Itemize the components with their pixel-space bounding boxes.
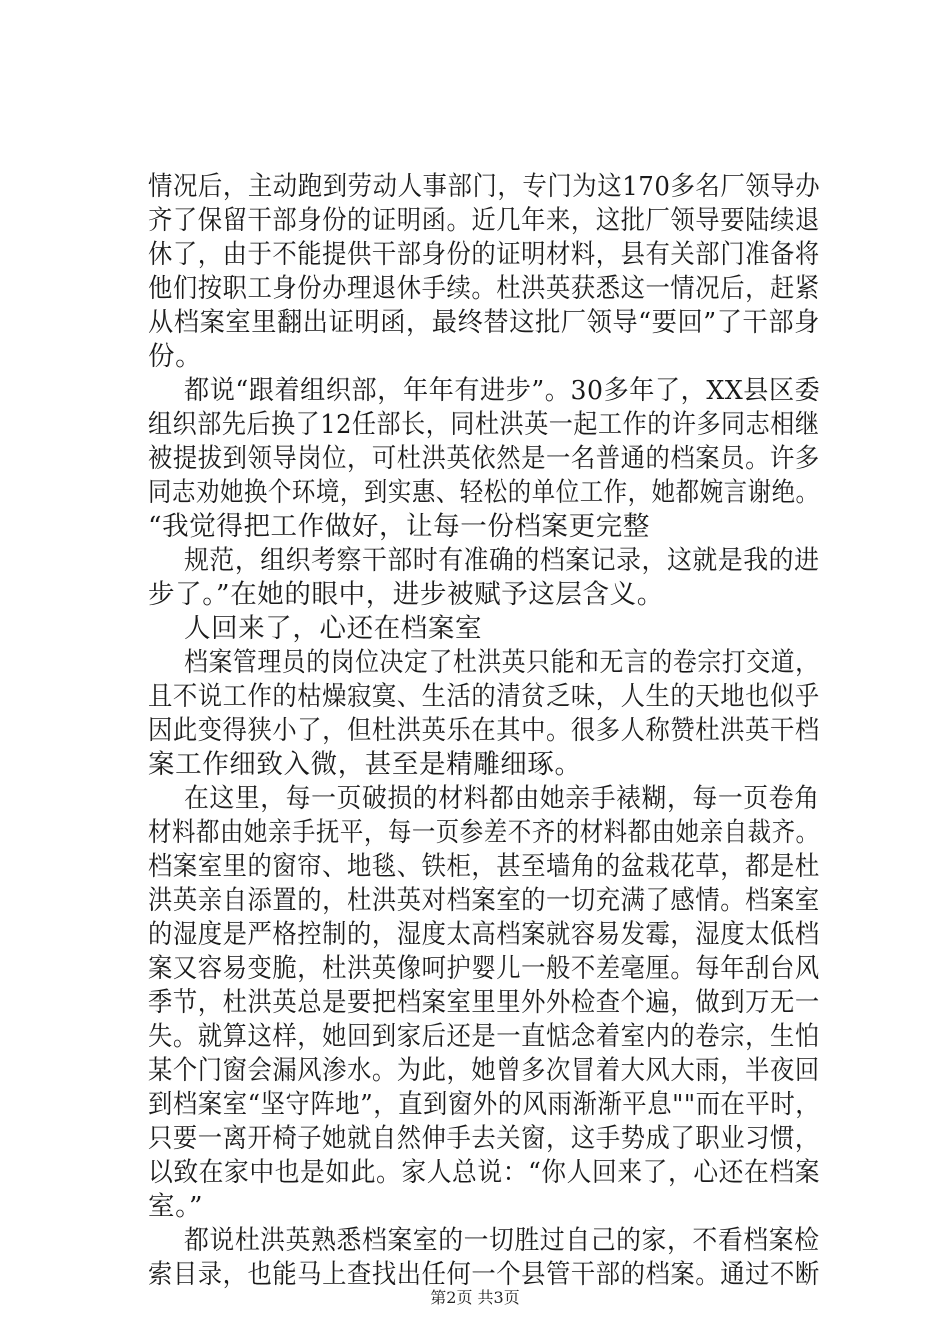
body-line: 室。” <box>148 1191 204 1222</box>
body-line: 从档案室里翻出证明函，最终替这批厂领导“要回”了干部身 <box>148 307 820 338</box>
body-line: 步了。”在她的眼中，进步被赋予这层含义。 <box>148 579 664 610</box>
body-line: 档案管理员的岗位决定了杜洪英只能和无言的卷宗打交道， <box>184 647 820 678</box>
body-line: 都说“跟着组织部，年年有进步”。30多年了，XX县区委 <box>184 375 821 406</box>
section-heading: 人回来了，心还在档案室 <box>184 613 483 644</box>
body-line: 都说杜洪英熟悉档案室的一切胜过自己的家，不看档案检 <box>184 1225 820 1256</box>
body-line: 案又容易变脆，杜洪英像呵护婴儿一般不差毫厘。每年刮台风 <box>148 953 820 984</box>
body-line: 到档案室“坚守阵地”，直到窗外的风雨渐渐平息""而在平时， <box>148 1089 821 1120</box>
body-line: “我觉得把工作做好，让每一份档案更完整 <box>148 511 650 542</box>
body-line: 他们按职工身份办理退休手续。杜洪英获悉这一情况后，赶紧 <box>148 273 820 304</box>
body-line: 以致在家中也是如此。家人总说：“你人回来了，心还在档案 <box>148 1157 821 1188</box>
body-line: 索目录，也能马上查找出任何一个县管干部的档案。通过不断 <box>148 1259 820 1290</box>
page-number-footer: 第2页 共3页 <box>430 1288 520 1307</box>
body-line: 材料都由她亲手抚平，每一页参差不齐的材料都由她亲自裁齐。 <box>148 817 820 848</box>
body-line: 被提拔到领导岗位，可杜洪英依然是一名普通的档案员。许多 <box>148 443 820 474</box>
body-line: 失。就算这样，她回到家后还是一直惦念着室内的卷宗，生怕 <box>148 1021 820 1052</box>
body-line: 的湿度是严格控制的，湿度太高档案就容易发霉，湿度太低档 <box>148 919 820 950</box>
body-line: 份。 <box>148 341 203 372</box>
body-line: 且不说工作的枯燥寂寞、生活的清贫乏味，人生的天地也似乎 <box>148 681 820 712</box>
body-line: 在这里，每一页破损的材料都由她亲手裱糊，每一页卷角 <box>184 783 820 814</box>
body-line: 规范，组织考察干部时有准确的档案记录，这就是我的进 <box>184 545 820 576</box>
body-line: 洪英亲自添置的，杜洪英对档案室的一切充满了感情。档案室 <box>148 885 820 916</box>
body-line: 休了，由于不能提供干部身份的证明材料，县有关部门准备将 <box>148 239 820 270</box>
body-line: 齐了保留干部身份的证明函。近几年来，这批厂领导要陆续退 <box>148 205 820 236</box>
body-line: 只要一离开椅子她就自然伸手去关窗，这手势成了职业习惯， <box>148 1123 820 1154</box>
body-line: 情况后，主动跑到劳动人事部门，专门为这170多名厂领导办 <box>148 171 821 202</box>
body-line: 同志劝她换个环境，到实惠、轻松的单位工作，她都婉言谢绝。 <box>148 477 820 508</box>
body-line: 组织部先后换了12任部长，同杜洪英一起工作的许多同志相继 <box>148 409 820 440</box>
body-line: 档案室里的窗帘、地毯、铁柜，甚至墙角的盆栽花草，都是杜 <box>148 851 820 882</box>
body-line: 因此变得狭小了，但杜洪英乐在其中。很多人称赞杜洪英干档 <box>148 715 820 746</box>
body-line: 某个门窗会漏风渗水。为此，她曾多次冒着大风大雨，半夜回 <box>148 1055 820 1086</box>
body-line: 季节，杜洪英总是要把档案室里里外外检查个遍，做到万无一 <box>148 987 820 1018</box>
body-line: 案工作细致入微，甚至是精雕细琢。 <box>148 749 582 780</box>
